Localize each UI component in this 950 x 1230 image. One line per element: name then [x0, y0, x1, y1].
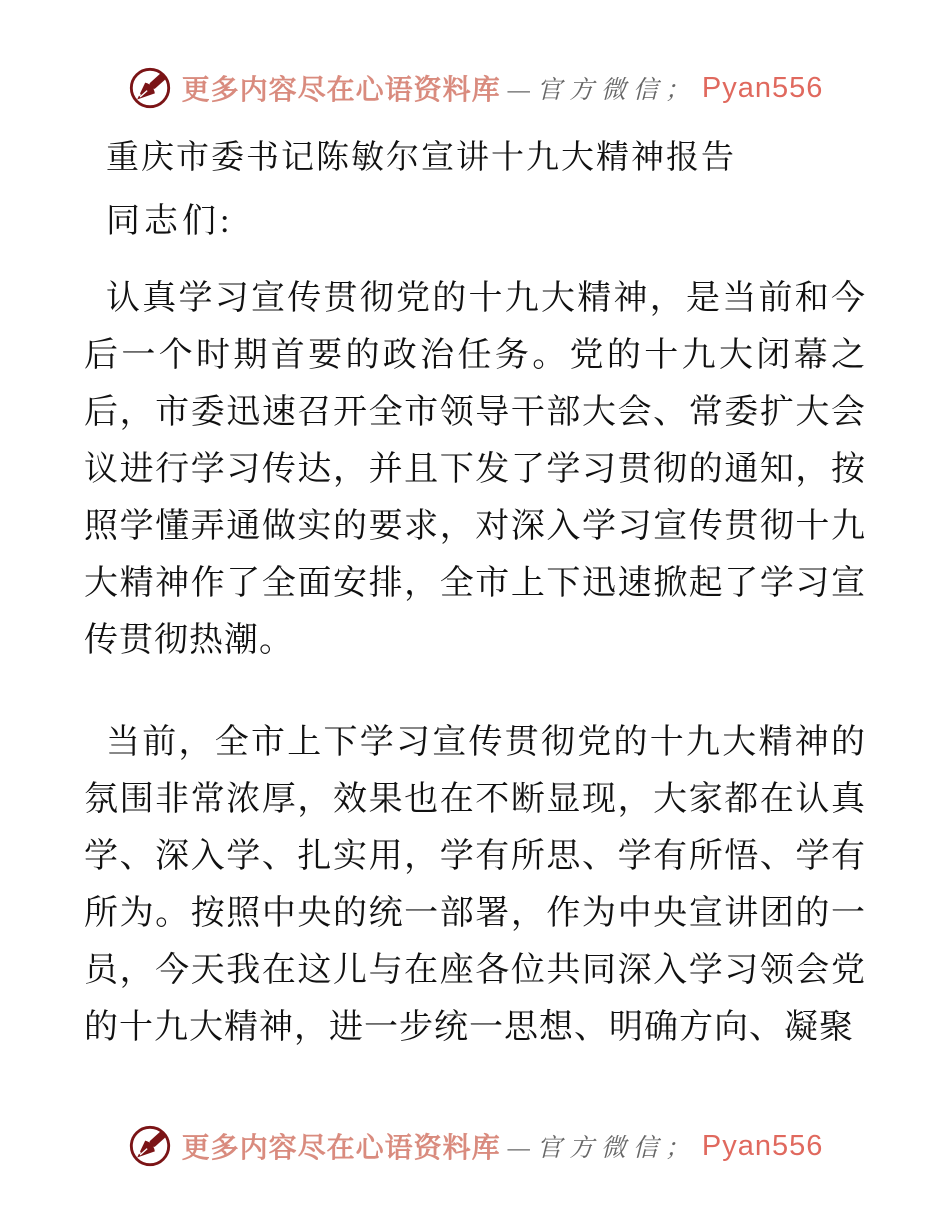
document-title: 重庆市委书记陈敏尔宣讲十九大精神报告: [106, 140, 736, 176]
watermark-main-text: 更多内容尽在心语资料库: [181, 1133, 501, 1164]
watermark-sub-text: —官方微信；: [507, 1135, 697, 1162]
paragraph-2: 当前，全市上下学习宣传贯彻党的十九大精神的氛围非常浓厚，效果也在不断显现，大家都在认真学、深入学、扎实用，学有所思、学有所悟、学有所为。按照中央的统一部署，作为中央宣讲团的一员，今天我在这儿与在座各位共同深入学习领会党的十九大精神，进一步统一思想、明确方向、凝聚: [84, 724, 866, 1046]
watermark-wechat-id: Pyan556: [701, 1129, 824, 1162]
paragraph-1: 认真学习宣传贯彻党的十九大精神，是当前和今后一个时期首要的政治任务。党的十九大闭幕之后，市委迅速召开全市领导干部大会、常委扩大会议进行学习传达，并且下发了学习贯彻的通知，按照学懂弄通做实的要求，对深入学习宣传贯彻十九大精神作了全面安排，全市上下迅速掀起了学习宣传贯彻热潮。: [84, 280, 866, 659]
watermark-main-text: 更多内容尽在心语资料库: [181, 75, 501, 106]
header-watermark: [0, 0, 950, 112]
salutation-line: 同志们:: [106, 203, 234, 240]
watermark-wechat-id: Pyan556: [701, 71, 824, 104]
pen-logo-icon: [127, 64, 173, 112]
document-content: [84, 138, 866, 1056]
watermark-sub-text: —官方微信；: [507, 77, 697, 104]
pen-logo-icon: [127, 1122, 173, 1170]
footer-watermark: [0, 1122, 950, 1170]
